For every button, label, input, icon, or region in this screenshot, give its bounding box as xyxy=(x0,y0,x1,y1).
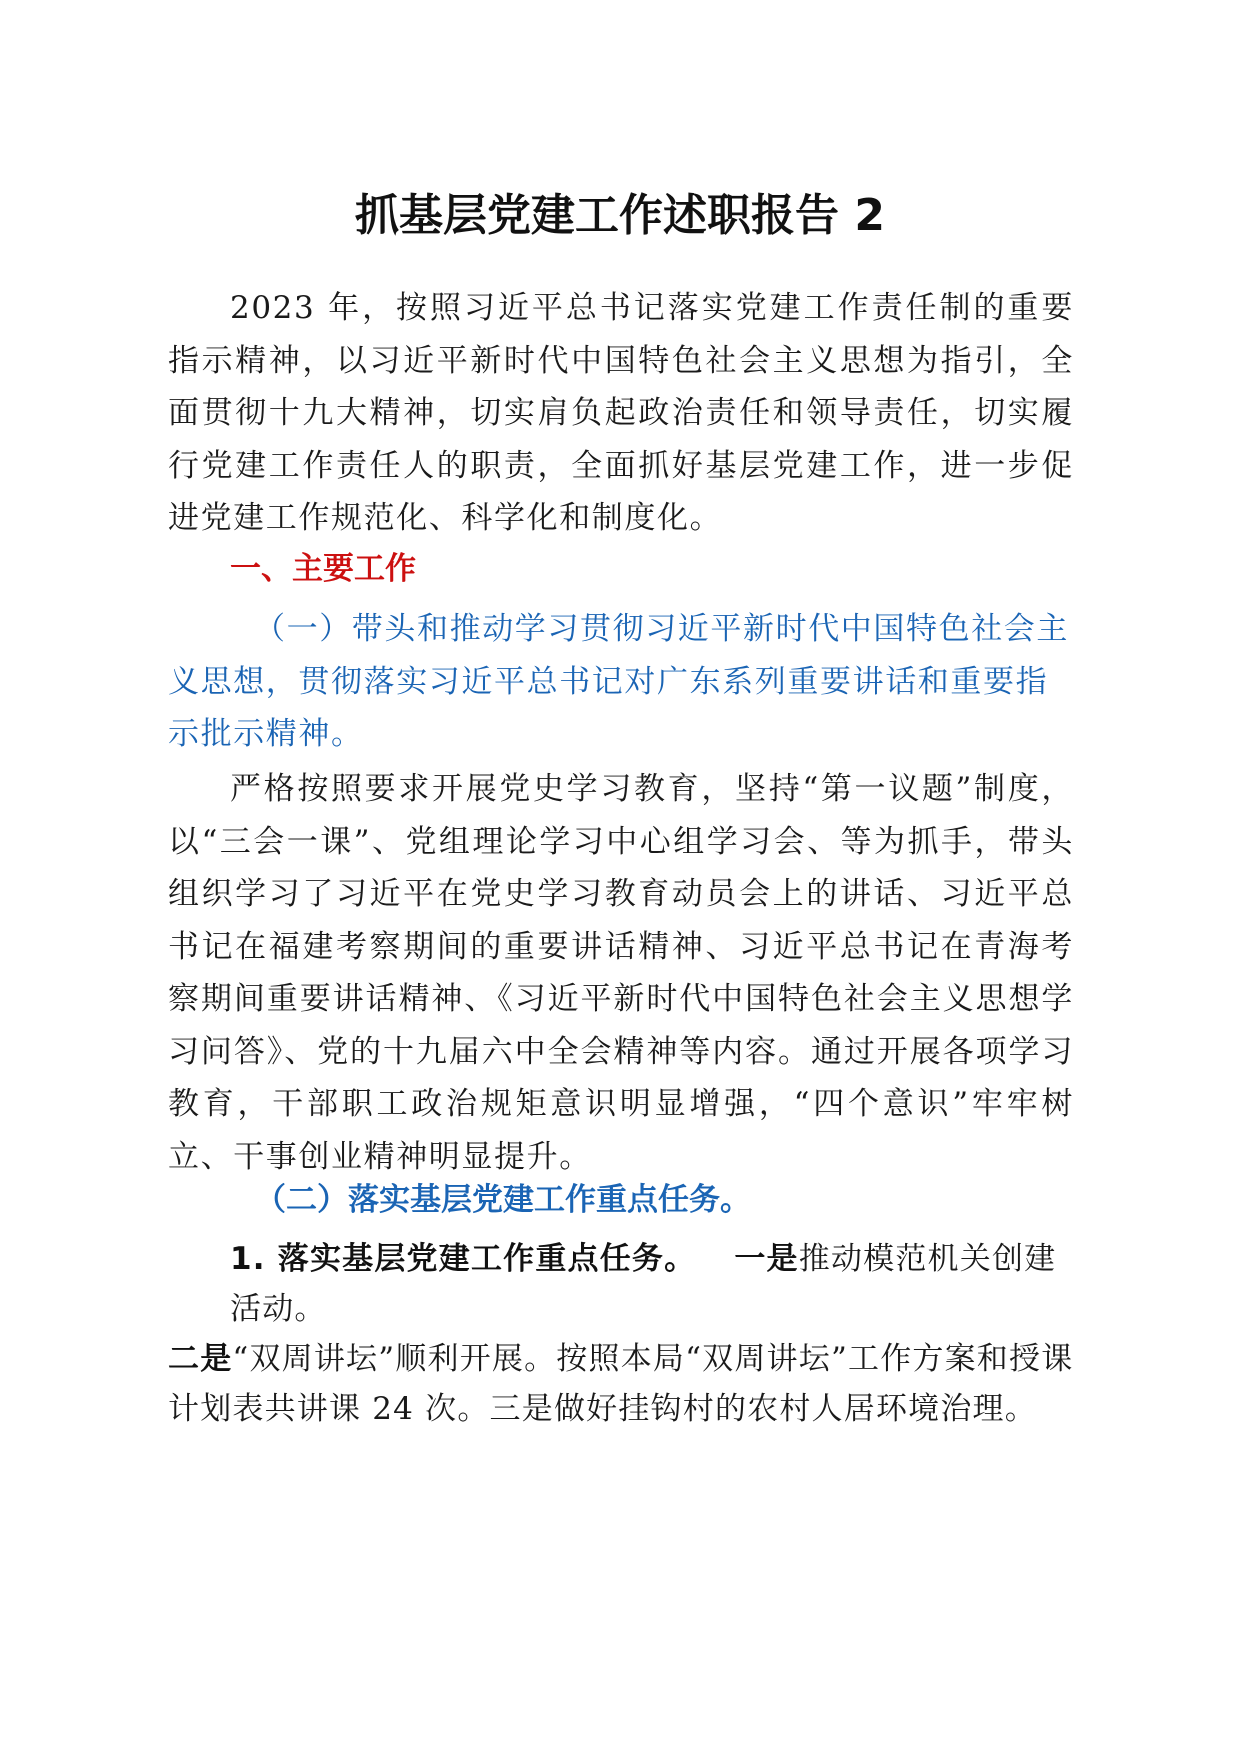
tasks-first-line xyxy=(168,1234,1088,1334)
subsection-heading-1: （一）带头和推动学习贯彻习近平新时代中国特色社会主义思想，贯彻落实习近平总书记对广东系列重要讲话和重要指示批示精神。 xyxy=(168,611,1069,752)
study-paragraph: 严格按照要求开展党史学习教育，坚持“第一议题”制度，以“三会一课”、党组理论学习中心组学习会、等为抓手，带头组织学习了习近平在党史学习教育动员会上的讲话、习近平总书记在福建考察期间的重要讲话精神、习近平总书记在青海考察期间重要讲话精神、《习近平新时代中国特色社会主义思想学习问答》、党的十九届六中全会精神等内容。通过开展各项学习教育，干部职工政治规矩意识明显增强，“四个意识”牢牢树立、干事创业精神明显提升。 xyxy=(168,771,1074,1175)
item-1-label: 1. 落实基层党建工作重点任务。 xyxy=(230,1241,697,1277)
first-point-text: 推动模范机关创建活动。 xyxy=(230,1241,1057,1327)
first-point-label: 一是 xyxy=(734,1241,799,1277)
tasks-paragraph xyxy=(168,1234,1088,1434)
subsection-heading-2: （二）落实基层党建工作重点任务。 xyxy=(255,1182,751,1218)
section-heading-main-work: 一、主要工作 xyxy=(230,551,416,587)
intro-paragraph: 2023 年，按照习近平总书记落实党建工作责任制的重要指示精神，以习近平新时代中国特色社会主义思想为指引，全面贯彻十九大精神，切实肩负起政治责任和领导责任，切实履行党建工作责任人的职责，全面抓好基层党建工作，进一步促进党建工作规范化、科学化和制度化。 xyxy=(168,290,1074,536)
second-point-text: “双周讲坛”顺利开展。按照本局“双周讲坛”工作方案和授课计划表共讲课 24 次。三是做好挂钩村的农村人居环境治理。 xyxy=(168,1341,1074,1427)
second-point-label: 二是 xyxy=(168,1341,233,1377)
document-title: 抓基层党建工作述职报告 2 xyxy=(355,190,885,241)
